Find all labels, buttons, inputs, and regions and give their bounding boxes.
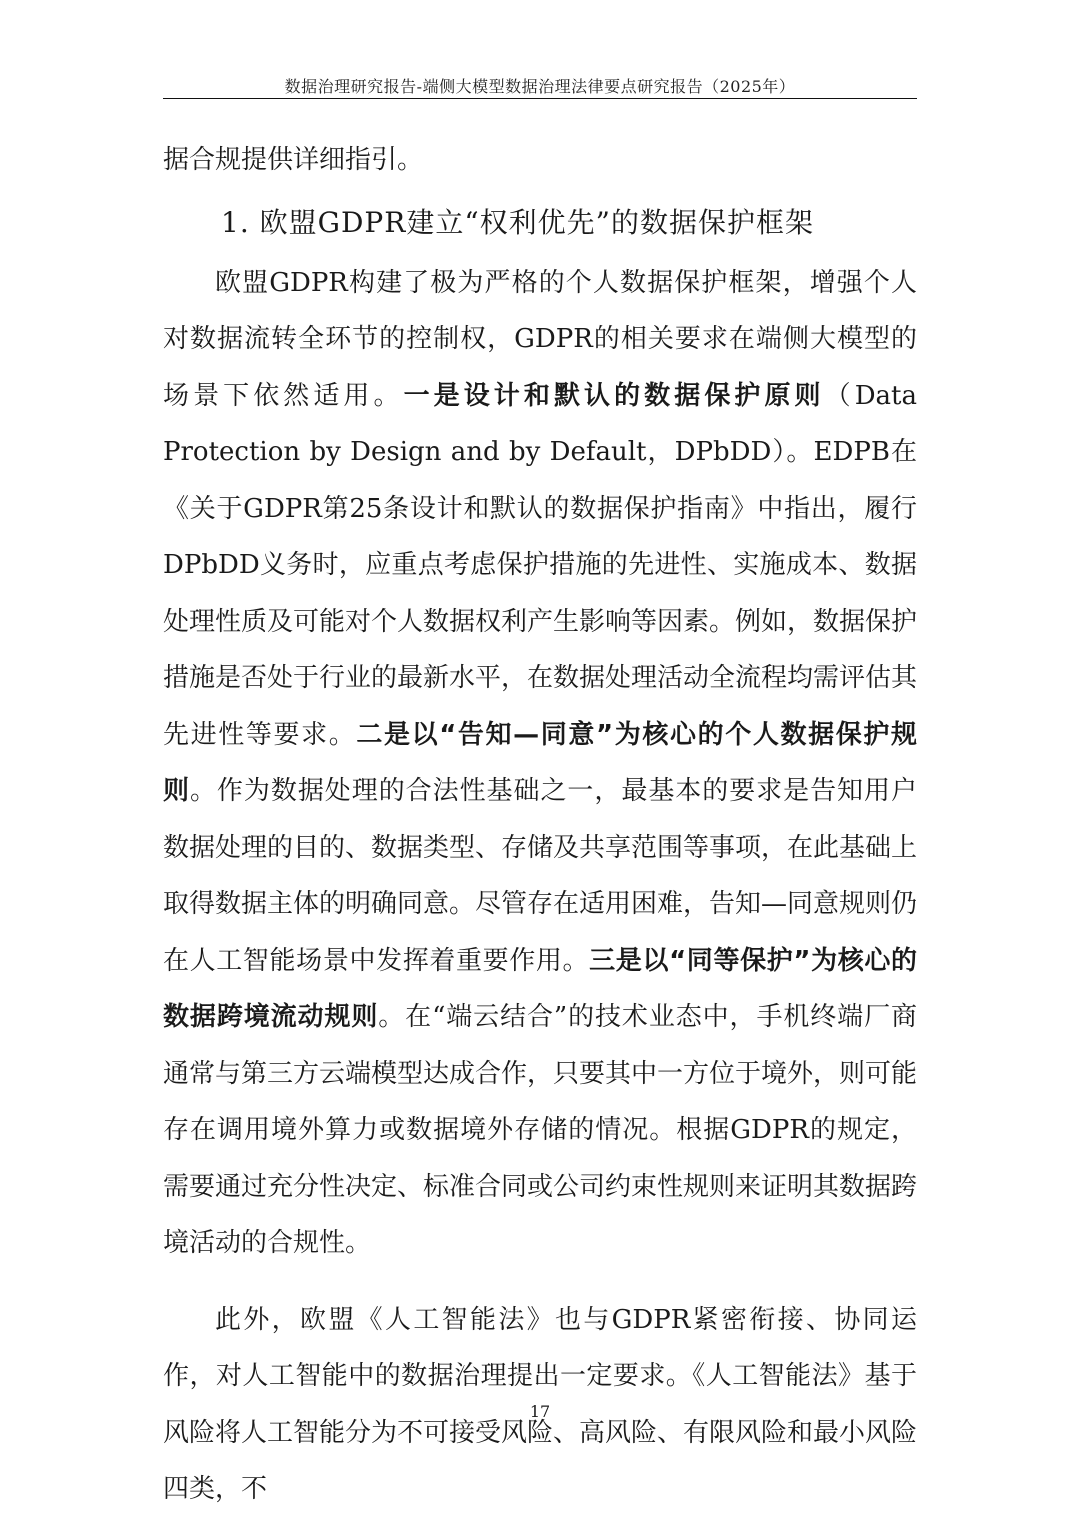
page-number: 17 [529,1402,551,1421]
gdpr-intro-text: 欧盟GDPR构建了极为严格的个人数据保护框架，增强个人对数据流转全环节的控制权，GDPR的相关要求在端侧大模型的场景下依然适用。 [163,267,917,411]
paragraph-gap [163,1272,917,1292]
section-heading: 1. 欧盟GDPR建立“权利优先”的数据保护框架 [221,205,814,239]
principle-one-text: （Data Protection by Design and by Default，DPbDD）。EDPB在《关于GDPR第25条设计和默认的数据保护指南》中指出，履行DPbDD义务时，应重点考虑保护措施的先进性、实施成本、数据处理性质及可能对个人数据权利产生影响等因素。例如，数据保护措施是否处于行业的最新水平，在数据处理活动全流程均需评估其先进性等要求。 [163,380,918,750]
header-divider [163,98,917,99]
principle-three-bold: 三是以“同等保护”为核心的数据跨境流动规则 [163,945,917,1032]
gdpr-paragraph [163,255,917,1272]
principle-one-bold: 一是设计和默认的数据保护原则 [403,380,825,411]
continuation-paragraph: 据合规提供详细指引。 [163,145,424,175]
principle-two-text: 。作为数据处理的合法性基础之一，最基本的要求是告知用户数据处理的目的、数据类型、存储及共享范围等事项，在此基础上取得数据主体的明确同意。尽管存在适用困难，告知—同意规则仍在人工智能场景中发挥着重要作用。 [163,776,918,976]
page-body [163,132,917,1518]
running-header: 数据治理研究报告-端侧大模型数据治理法律要点研究报告（2025年） [284,77,796,96]
principle-three-text: 。在“端云结合”的技术业态中，手机终端厂商通常与第三方云端模型达成合作，只要其中一方位于境外，则可能存在调用境外算力或数据境外存储的情况。根据GDPR的规定，需要通过充分性决定、标准合同或公司约束性规则来证明其数据跨境活动的合规性。 [163,1002,918,1258]
principle-two-bold: 二是以“告知—同意”为核心的个人数据保护规则 [163,719,917,806]
ai-act-paragraph: 此外，欧盟《人工智能法》也与GDPR紧密衔接、协同运作，对人工智能中的数据治理提出一定要求。《人工智能法》基于风险将人工智能分为不可接受风险、高风险、有限风险和最小风险四类，不 [163,1304,918,1504]
